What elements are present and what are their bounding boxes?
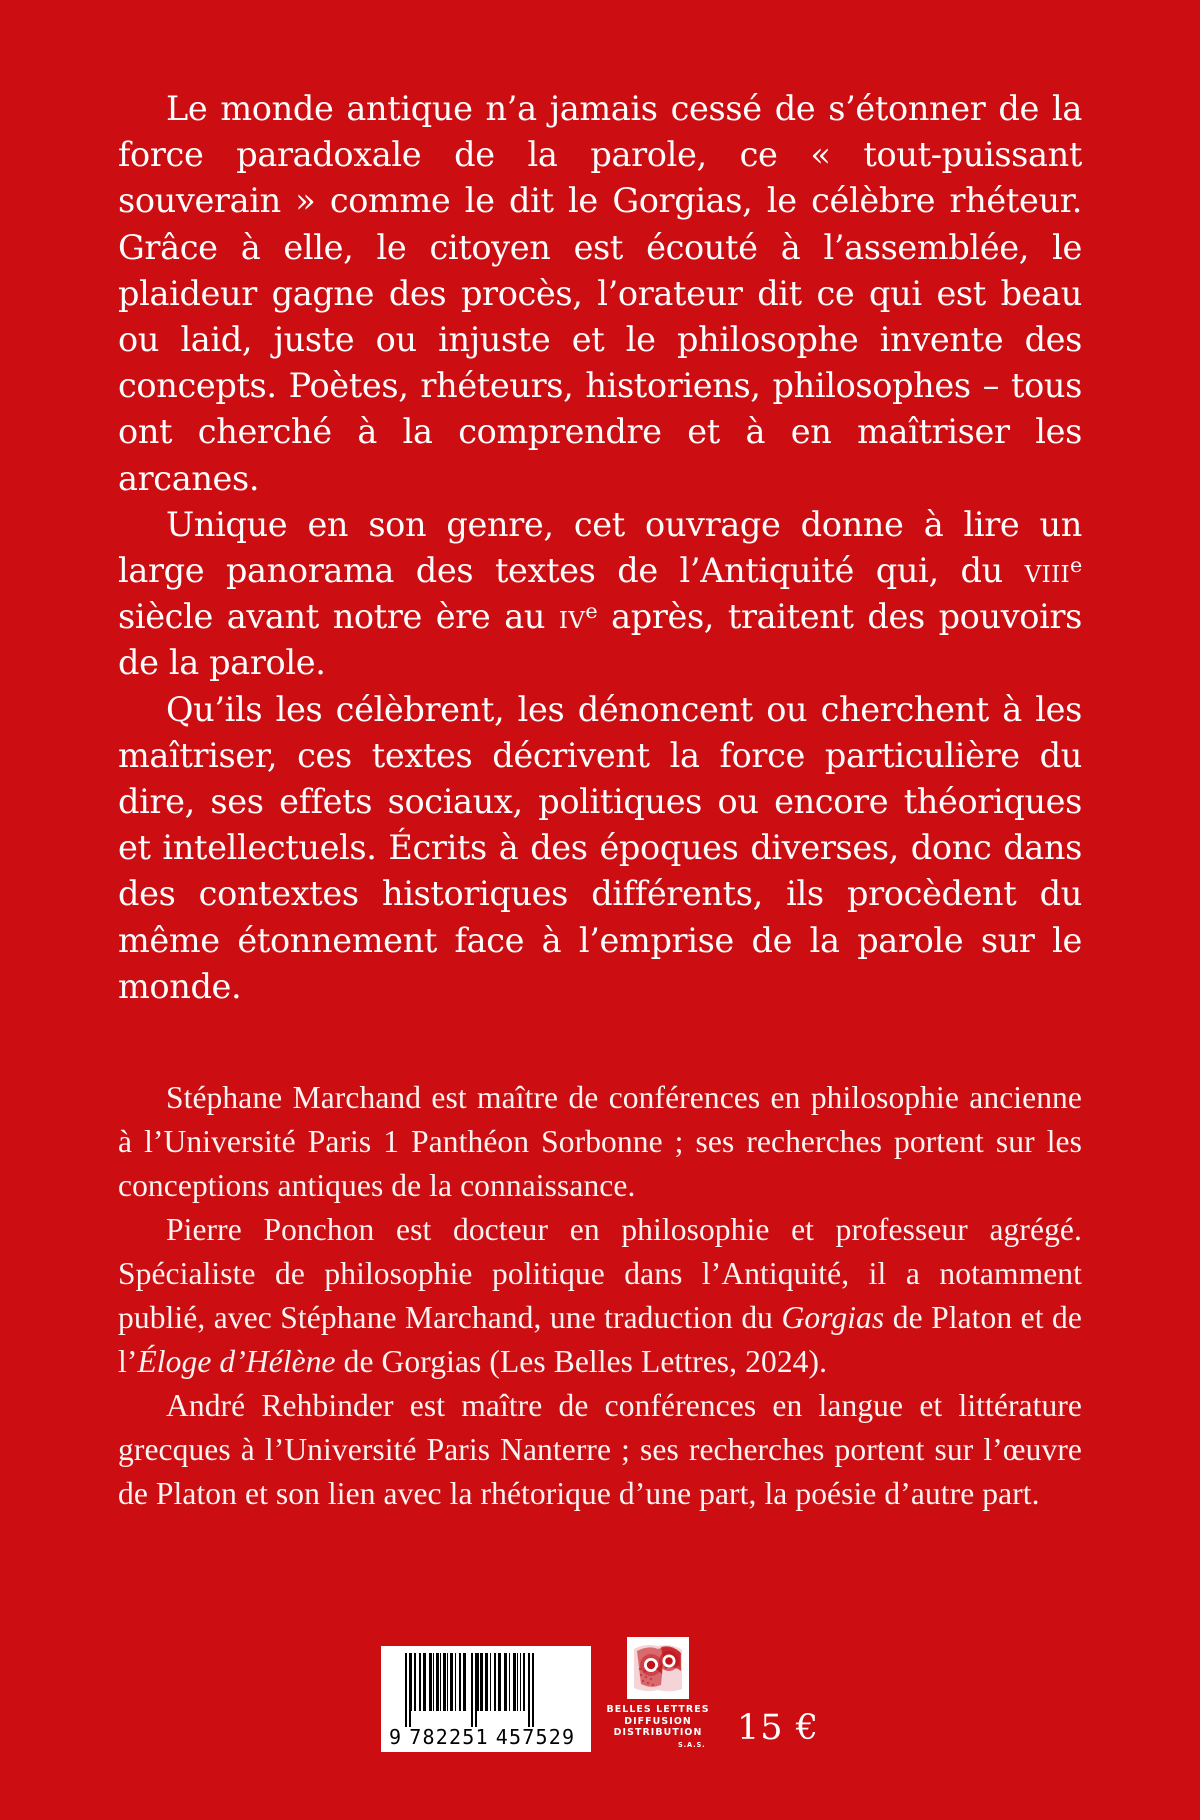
bio-pierre-ponchon: Pierre Ponchon est docteur en philosophie et professeur agrégé. Spécialiste de philosophie politique dans l’Antiquité, il a notamment publié, avec Stéphane Marchand, une traduction du Gorgias de Platon et de l’Éloge d’Hélène de Gorgias (Les Belles Lettres, 2024).: [118, 1212, 1082, 1380]
book-blurb: [118, 86, 1082, 1010]
barcode-right-group: 457529: [495, 1725, 576, 1749]
blurb-paragraph-2: Unique en son genre, cet ouvrage donne à lire un large panorama des textes de l’Antiquité qui, du viii$^e$ siècle avant notre ère au $iv^e$ après, traitent des pouvoirs de la parole.: [118, 504, 1082, 683]
barcode-bars: [405, 1653, 583, 1727]
bio-stephane-marchand: Stéphane Marchand est maître de conférences en philosophie ancienne à l’Université Paris 1 Panthéon Sorbonne ; ses recherches portent sur les conceptions antiques de la connaissance.: [118, 1080, 1082, 1204]
barcode-bar: [532, 1653, 534, 1727]
blurb-paragraph-1: Le monde antique n’a jamais cessé de s’étonner de la force paradoxale de la parole, ce « tout-puissant souverain » comme le dit le Gorgias, le célèbre rhéteur. Grâce à elle, le citoyen est écouté à l’assemblée, le plaideur gagne des procès, l’orateur dit ce qui est beau ou laid, juste ou injuste et le philosophe invente des concepts. Poètes, rhéteurs, historiens, philosophes – tous ont cherché à la comprendre et à en maîtriser les arcanes.: [118, 89, 1082, 498]
work-title: Gorgias: [781, 1300, 885, 1336]
price-label: 15 €: [737, 1708, 819, 1748]
publisher-line-2: DIFFUSION: [624, 1715, 692, 1727]
author-biographies: [118, 1076, 1082, 1516]
work-title: Éloge d’Hélène: [137, 1344, 336, 1380]
barcode-digits: [389, 1727, 583, 1747]
isbn-barcode: [381, 1646, 591, 1752]
roman-numeral: iv: [558, 597, 586, 637]
barcode-left-group: 782251: [409, 1725, 489, 1749]
publisher-line-1: BELLES LETTRES: [606, 1703, 710, 1715]
roman-numeral: viii: [1024, 551, 1071, 591]
ordinal-suffix: e: [1070, 553, 1082, 578]
bio-andre-rehbinder: André Rehbinder est maître de conférences en langue et littérature grecques à l’Université Paris Nanterre ; ses recherches portent sur l’œuvre de Platon et son lien avec la rhétorique d’une part, la poésie d’autre part.: [118, 1388, 1082, 1512]
publisher-name-lines: [607, 1704, 710, 1752]
barcode-lead-digit: 9: [389, 1725, 403, 1749]
publisher-line-3: DISTRIBUTION: [613, 1727, 703, 1739]
cover-footer: [0, 1637, 1200, 1752]
owl-icon: [627, 1637, 689, 1699]
blurb-paragraph-3: Qu’ils les célèbrent, les dénoncent ou cherchent à les maîtriser, ces textes décrivent la force particulière du dire, ses effets sociaux, politiques ou encore théoriques et intellectuels. Écrits à des époques diverses, donc dans des contextes historiques différents, ils procèdent du même étonnement face à l’emprise de la parole sur le monde.: [118, 689, 1082, 1006]
ordinal-suffix: e: [585, 599, 598, 624]
publisher-line-4: S.A.S.: [677, 1741, 706, 1750]
publisher-logo-block: [606, 1637, 710, 1752]
